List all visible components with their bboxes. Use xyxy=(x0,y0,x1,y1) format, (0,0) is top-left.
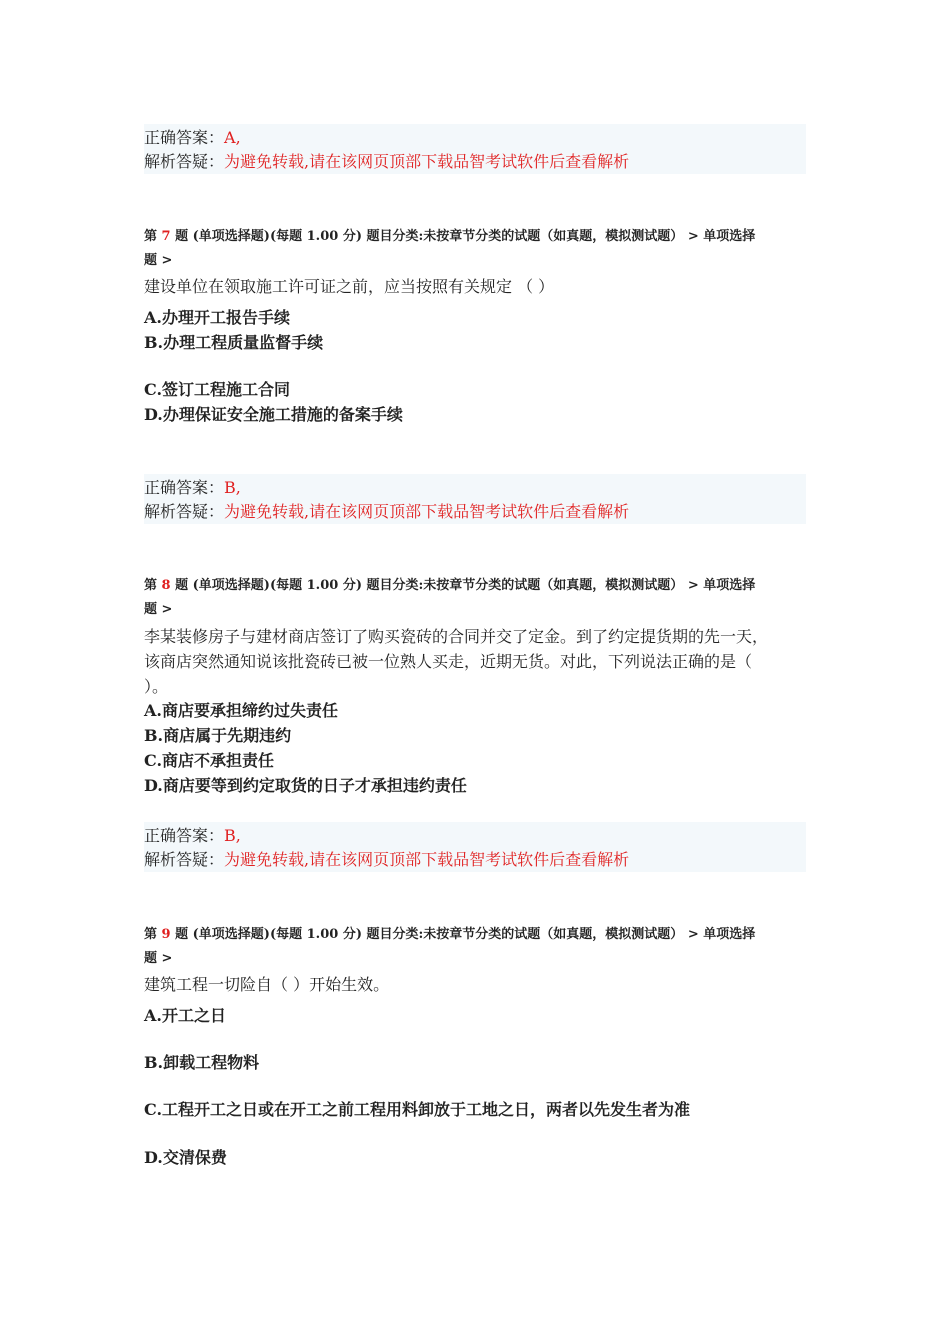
analysis-row-q6 xyxy=(144,152,629,172)
question-stem-q7: 建设单位在领取施工许可证之前，应当按照有关规定 （ ） xyxy=(144,277,555,296)
answer-label: 正确答案： xyxy=(144,128,225,147)
option-b-q7: B.办理工程质量监督手续 xyxy=(144,333,324,352)
answer-row-q7 xyxy=(144,478,241,498)
question-stem-q8-line2: 该商店突然通知说该批瓷砖已被一位熟人买走，近期无货。对此，下列说法正确的是（ xyxy=(144,652,753,671)
answer-label: 正确答案： xyxy=(144,826,225,845)
option-d-q7: D.办理保证安全施工措施的备案手续 xyxy=(144,405,403,424)
question-header-q9: 第 9 题 (单项选择题)(每题 1.00 分) 题目分类:未按章节分类的试题（如真题，模拟测试题） > 单项选择 xyxy=(144,927,756,942)
answer-value: B, xyxy=(224,478,241,497)
answer-row-q8 xyxy=(144,826,241,846)
question-header-cont-q8: 题 > xyxy=(144,602,173,617)
option-d-q8: D.商店要等到约定取货的日子才承担违约责任 xyxy=(144,776,467,795)
analysis-row-q7 xyxy=(144,502,629,522)
answer-value: B, xyxy=(224,826,241,845)
question-header-q8: 第 8 题 (单项选择题)(每题 1.00 分) 题目分类:未按章节分类的试题（如真题，模拟测试题） > 单项选择 xyxy=(144,578,756,593)
option-a-q9: A.开工之日 xyxy=(144,1006,226,1025)
analysis-row-q8 xyxy=(144,850,629,870)
analysis-text: 为避免转载,请在该网页顶部下载品智考试软件后查看解析 xyxy=(224,152,630,171)
answer-label: 正确答案： xyxy=(144,478,225,497)
option-c-q8: C.商店不承担责任 xyxy=(144,751,275,770)
answer-row-q6 xyxy=(144,128,241,148)
option-b-q8: B.商店属于先期违约 xyxy=(144,726,292,745)
question-stem-q9: 建筑工程一切险自（ ）开始生效。 xyxy=(144,975,390,994)
option-a-q8: A.商店要承担缔约过失责任 xyxy=(144,701,338,720)
analysis-label: 解析答疑： xyxy=(144,850,225,869)
analysis-label: 解析答疑： xyxy=(144,152,225,171)
option-d-q9: D.交清保费 xyxy=(144,1148,227,1167)
answer-value: A, xyxy=(224,128,241,147)
question-stem-q8-line3: ）。 xyxy=(144,677,169,696)
option-b-q9: B.卸载工程物料 xyxy=(144,1053,260,1072)
analysis-text: 为避免转载,请在该网页顶部下载品智考试软件后查看解析 xyxy=(224,850,630,869)
analysis-label: 解析答疑： xyxy=(144,502,225,521)
option-a-q7: A.办理开工报告手续 xyxy=(144,308,290,327)
question-header-q7: 第 7 题 (单项选择题)(每题 1.00 分) 题目分类:未按章节分类的试题（如真题，模拟测试题） > 单项选择 xyxy=(144,229,756,244)
option-c-q9: C.工程开工之日或在开工之前工程用料卸放于工地之日，两者以先发生者为准 xyxy=(144,1100,691,1119)
option-c-q7: C.签订工程施工合同 xyxy=(144,380,291,399)
question-stem-q8-line1: 李某装修房子与建材商店签订了购买瓷砖的合同并交了定金。到了约定提货期的先一天， xyxy=(144,627,769,646)
analysis-text: 为避免转载,请在该网页顶部下载品智考试软件后查看解析 xyxy=(224,502,630,521)
question-header-cont-q7: 题 > xyxy=(144,253,173,268)
question-header-cont-q9: 题 > xyxy=(144,951,173,966)
